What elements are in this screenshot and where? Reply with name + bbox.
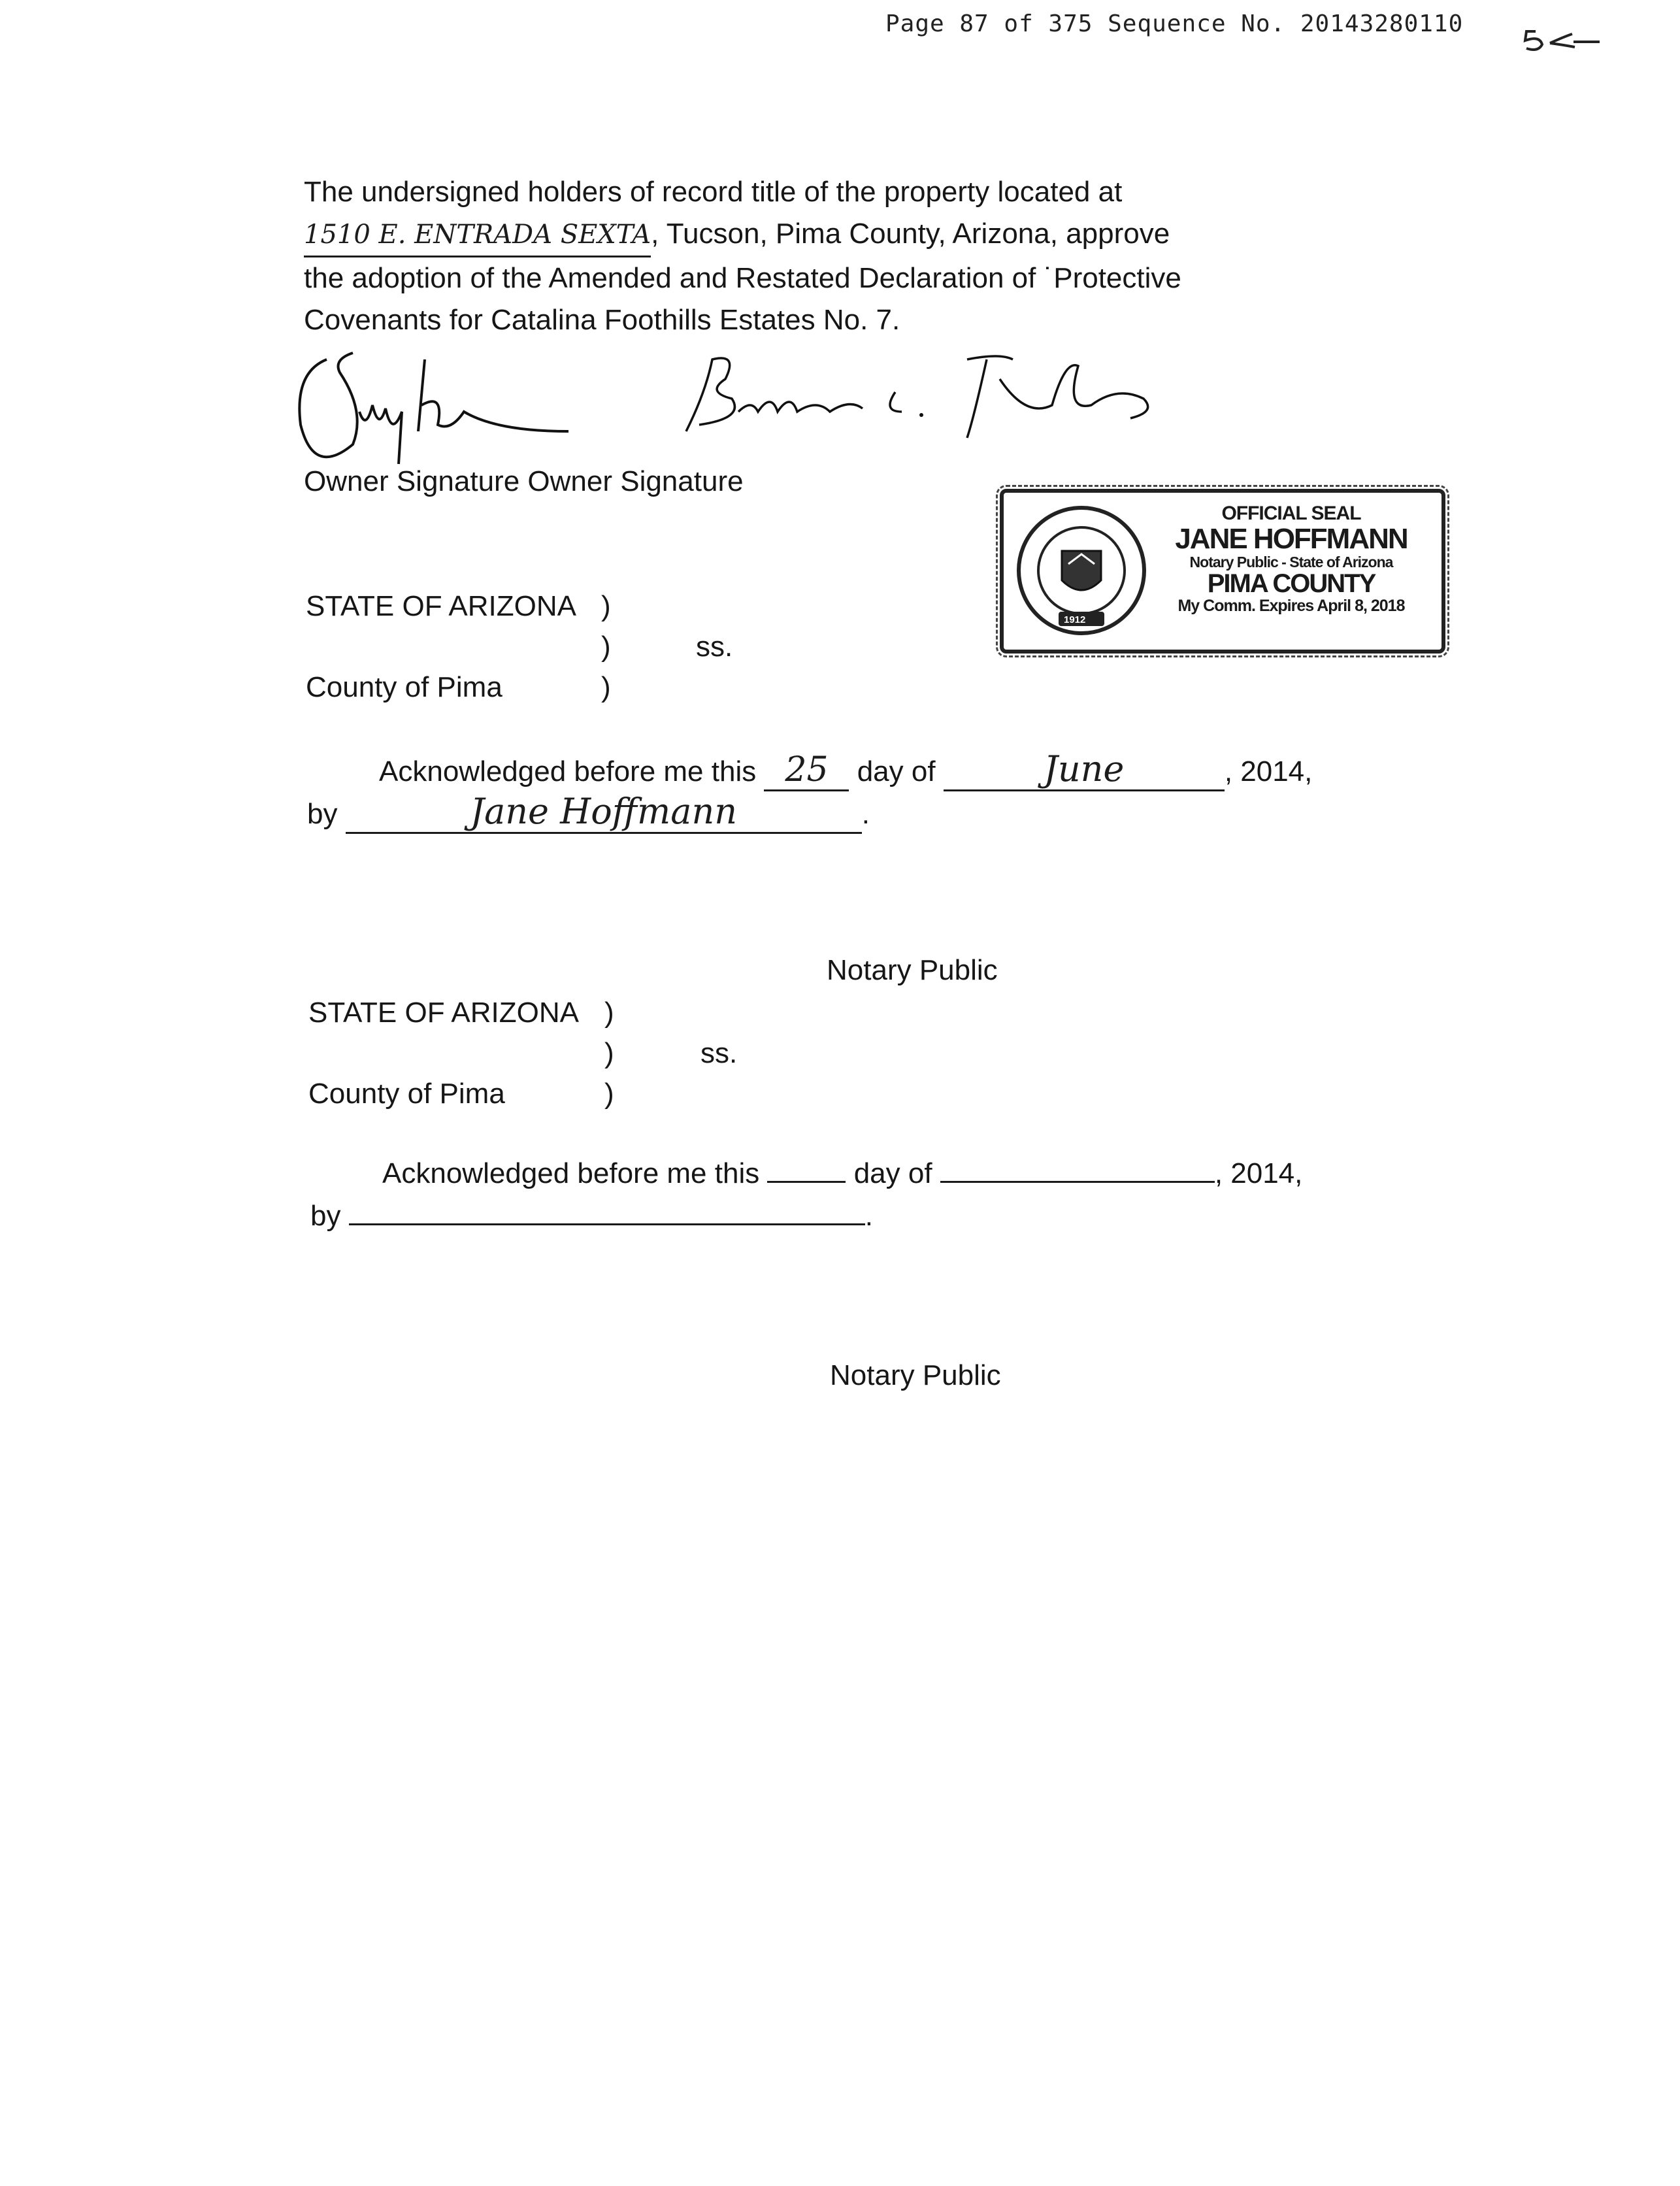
- ack-day-filled: 25: [764, 750, 849, 791]
- ack-by-blank: [349, 1197, 865, 1225]
- approval-paragraph: [304, 171, 1349, 341]
- ack-by-2: by: [310, 1200, 341, 1232]
- acknowledged-by-line-2: [310, 1197, 873, 1233]
- ack-period-1: .: [861, 798, 870, 830]
- paren-2c: ): [604, 1078, 614, 1110]
- ss-label-2: ss.: [700, 1037, 738, 1069]
- ack-day-of-1: day of: [857, 755, 936, 787]
- page-sequence-header: Page 87 of 375 Sequence No. 20143280110: [885, 10, 1464, 37]
- seal-notary-name: JANE HOFFMANN: [1175, 522, 1408, 555]
- notary-seal-stamp: [1000, 489, 1445, 654]
- ack-month-blank: [940, 1155, 1215, 1183]
- paren-1b: ): [601, 631, 611, 663]
- seal-county: PIMA COUNTY: [1207, 569, 1375, 598]
- intro-line-1: The undersigned holders of record title of the property located at: [304, 176, 1123, 208]
- state-label-2: STATE OF ARIZONA: [308, 997, 579, 1029]
- intro-line-3: the adoption of the Amended and Restated Declaration of ˙Protective: [304, 262, 1181, 294]
- paren-1a: ): [601, 590, 611, 622]
- ack-by-1: by: [307, 798, 338, 830]
- ack-prefix-1: Acknowledged before me this: [379, 755, 757, 787]
- ack-prefix-2: Acknowledged before me this: [382, 1157, 760, 1189]
- intro-line-2-rest: , Tucson, Pima County, Arizona, approve: [651, 218, 1170, 250]
- paren-2a: ): [604, 997, 614, 1029]
- ack-day-of-2: day of: [853, 1157, 932, 1189]
- intro-line-2: [304, 213, 1349, 257]
- state-label-1: STATE OF ARIZONA: [306, 590, 576, 622]
- county-label-2: County of Pima: [308, 1078, 505, 1110]
- seal-role: Notary Public - State of Arizona: [1189, 553, 1393, 571]
- acknowledgement-line-1: [379, 748, 1312, 791]
- seal-title: OFFICIAL SEAL: [1221, 503, 1361, 524]
- acknowledged-by-line-1: [307, 791, 870, 834]
- county-label-1: County of Pima: [306, 671, 502, 703]
- ack-year-1: , 2014,: [1224, 755, 1313, 787]
- address-handwritten: 1510 E. ENTRADA SEXTA: [304, 214, 651, 257]
- owner-signature-caption: Owner Signature Owner Signature: [304, 465, 744, 497]
- notary-public-label-1: Notary Public: [827, 954, 998, 986]
- seal-expiration: My Comm. Expires April 8, 2018: [1178, 596, 1405, 615]
- ack-day-blank: [767, 1155, 846, 1183]
- paren-1c: ): [601, 671, 611, 703]
- ack-month-filled: June: [944, 748, 1225, 791]
- ack-by-filled: Jane Hoffmann: [346, 791, 862, 834]
- ack-period-2: .: [865, 1200, 873, 1232]
- seal-year: 1912: [1064, 614, 1086, 625]
- notary-public-label-2: Notary Public: [830, 1359, 1001, 1391]
- owner-signature-2: [660, 340, 1170, 444]
- ack-year-2: , 2014,: [1214, 1157, 1303, 1189]
- paren-2b: ): [604, 1037, 614, 1069]
- owner-signature-1: [288, 333, 588, 484]
- ss-label-1: ss.: [696, 631, 733, 663]
- page-handnote: [1523, 25, 1601, 58]
- acknowledgement-line-2: [382, 1155, 1302, 1190]
- intro-line-4: Covenants for Catalina Foothills Estates No. 7.: [304, 304, 900, 336]
